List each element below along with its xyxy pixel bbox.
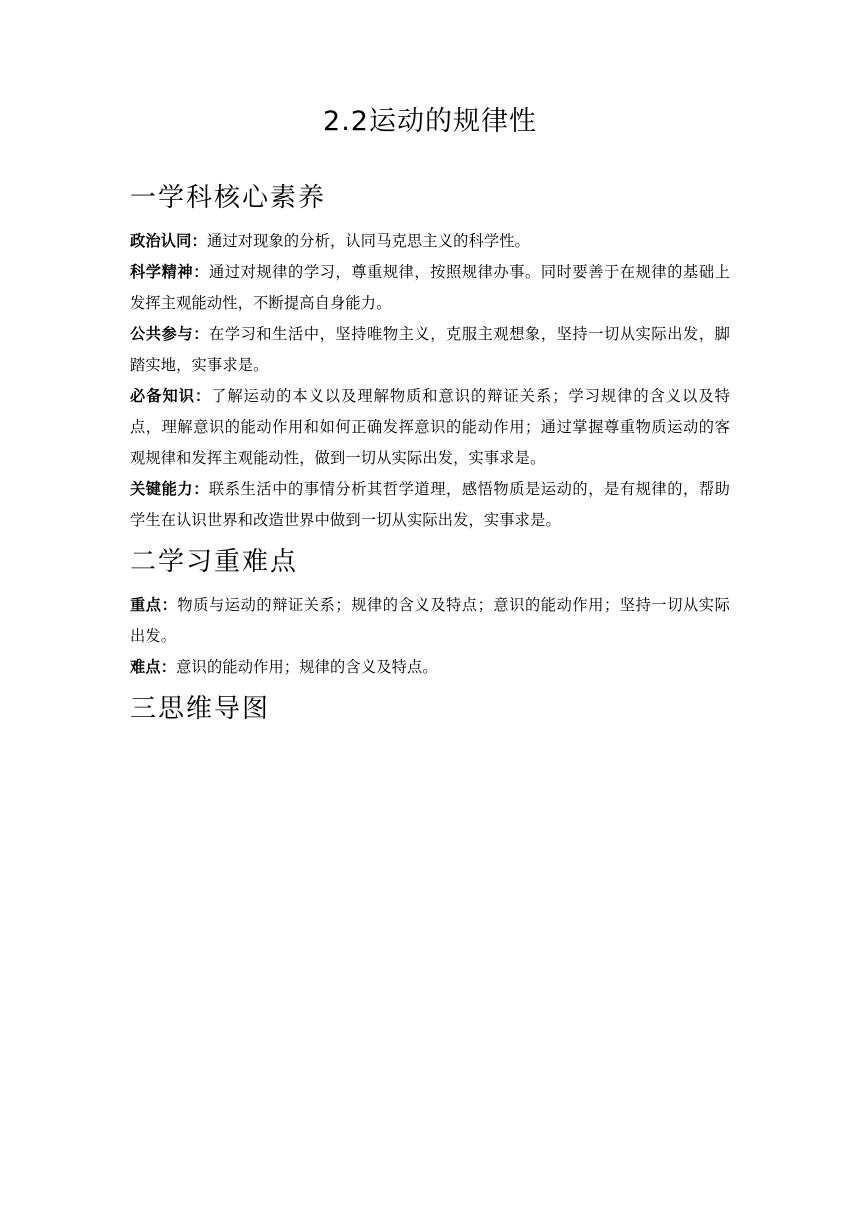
- paragraph-difficult-points: [130, 652, 730, 683]
- term-label: 难点：: [130, 658, 177, 676]
- paragraph-key-points: [130, 590, 730, 652]
- term-label: 重点：: [130, 596, 178, 614]
- term-label: 公共参与：: [130, 325, 210, 343]
- paragraph-text: 联系生活中的事情分析其哲学道理，感悟物质是运动的，是有规律的，帮助学生在认识世界和改造世界中做到一切从实际出发，实事求是。: [130, 480, 731, 529]
- paragraph-political-identity: [130, 226, 730, 257]
- term-label: 关键能力：: [130, 480, 210, 498]
- term-label: 政治认同：: [130, 232, 207, 250]
- section-key-difficult-points-body: [130, 590, 730, 683]
- section-heading-mind-map: 三思维导图: [130, 694, 271, 724]
- paragraph-text: 在学习和生活中，坚持唯物主义，克服主观想象，坚持一切从实际出发，脚踏实地，实事求是。: [130, 325, 731, 374]
- section-core-literacy-body: [130, 226, 730, 536]
- paragraph-essential-knowledge: [130, 381, 730, 474]
- paragraph-text: 物质与运动的辩证关系；规律的含义及特点；意识的能动作用；坚持一切从实际出发。: [130, 596, 730, 645]
- term-label: 科学精神：: [130, 263, 210, 281]
- document-title: 2.2运动的规律性: [323, 106, 537, 137]
- paragraph-key-ability: [130, 474, 730, 536]
- paragraph-text: 通过对现象的分析，认同马克思主义的科学性。: [206, 232, 531, 250]
- term-label: 必备知识：: [130, 387, 212, 405]
- paragraph-text: 通过对规律的学习，尊重规律，按照规律办事。同时要善于在规律的基础上发挥主观能动性，不断提高自身能力。: [130, 263, 731, 312]
- paragraph-text: 了解运动的本义以及理解物质和意识的辩证关系；学习规律的含义以及特点，理解意识的能动作用和如何正确发挥意识的能动作用；通过掌握尊重物质运动的客观规律和发挥主观能动性，做到一切从实际出发，实事求是。: [130, 387, 731, 467]
- section-heading-key-difficult-points: 二学习重难点: [130, 547, 299, 577]
- paragraph-text: 意识的能动作用；规律的含义及特点。: [176, 658, 438, 676]
- section-heading-core-literacy: 一学科核心素养: [130, 183, 327, 213]
- paragraph-scientific-spirit: [130, 257, 730, 319]
- paragraph-public-participation: [130, 319, 730, 381]
